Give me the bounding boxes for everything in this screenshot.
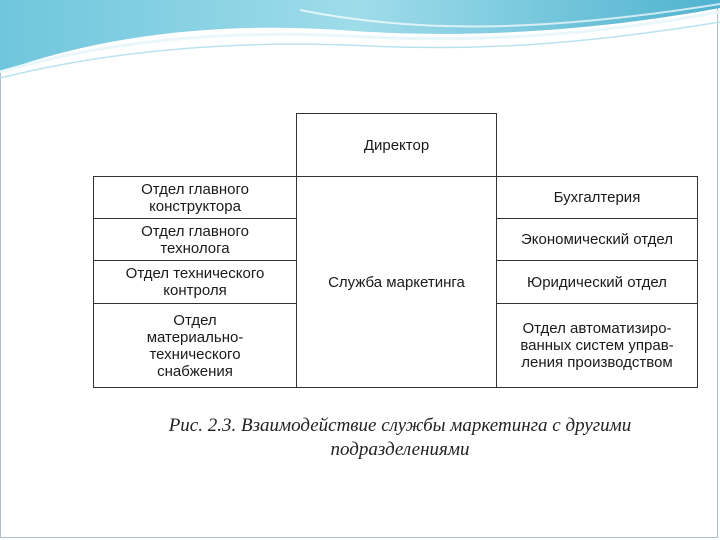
dept-material-supply: Отдел материально- технического снабжения [93,303,297,388]
caption-line-2: подразделениями [330,439,470,460]
dept-accounting: Бухгалтерия [496,176,698,219]
caption-line-1: Рис. 2.3. Взаимодействие службы маркетинга с другими [168,415,632,436]
dept-chief-technologist: Отдел главного технолога [93,218,297,261]
dept-chief-designer: Отдел главного конструктора [93,176,297,219]
marketing-service-box: Служба маркетинга [296,176,497,388]
dept-automated-systems: Отдел автоматизиро- ванных систем управ- ления производством [496,303,698,388]
dept-economic: Экономический отдел [496,218,698,261]
director-box: Директор [296,113,497,177]
decorative-wave-banner [0,0,720,80]
figure-caption [110,414,690,462]
dept-legal: Юридический отдел [496,260,698,304]
dept-technical-control: Отдел технического контроля [93,260,297,304]
